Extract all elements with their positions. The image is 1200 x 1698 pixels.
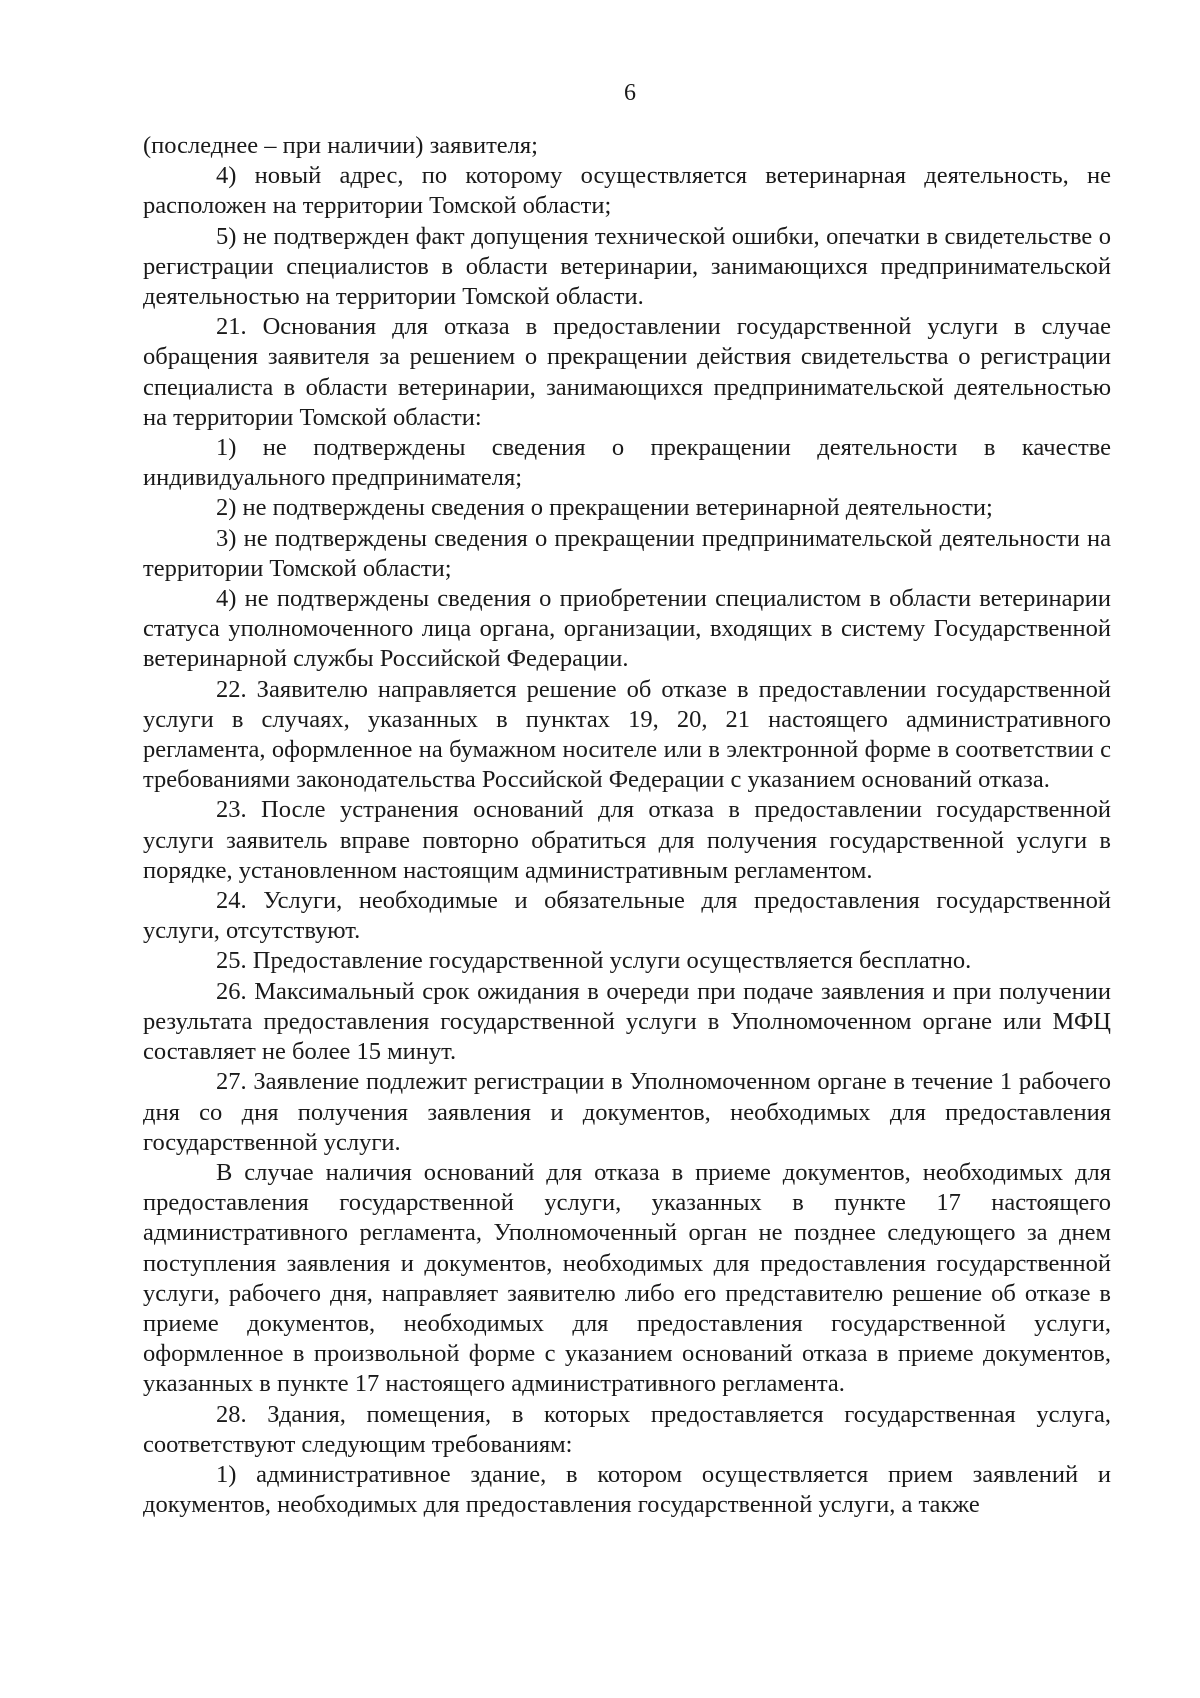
paragraph: 21. Основания для отказа в предоставлении государственной услуги в случае обращения заявителя за решением о прекращении действия свидетельства о регистрации специалиста в области ветеринарии, занимающихся предпринимательской деятельностью на территории Томской области: — [143, 313, 1111, 431]
paragraph: 26. Максимальный срок ожидания в очереди при подаче заявления и при получении результата предоставления государственной услуги в Уполномоченном органе или МФЦ составляет не более 15 минут. — [143, 977, 1111, 1066]
paragraph: 4) не подтверждены сведения о приобретении специалистом в области ветеринарии статуса уполномоченного лица органа, организации, входящих в систему Государственной ветеринарной службы Российской Федерации. — [143, 585, 1111, 673]
paragraph: 23. После устранения оснований для отказа в предоставлении государственной услуги заявитель вправе повторно обратиться для получения государственной услуги в порядке, установленном настоящим административным регламентом. — [143, 796, 1111, 884]
document-body — [143, 131, 1111, 1520]
paragraph: (последнее – при наличии) заявителя; — [143, 132, 538, 159]
paragraph: 2) не подтверждены сведения о прекращении ветеринарной деятельности; — [216, 494, 993, 522]
paragraph: В случае наличия оснований для отказа в приеме документов, необходимых для предоставления государственной услуги, указанных в пункте 17 настоящего административного регламента, Уполномоченный орган не позднее следующего за днем поступления заявления и документов, необходимых для предоставления государственной услуги, рабочего дня, направляет заявителю либо его представителю решение об отказе в приеме документов, необходимых для предоставления государственной услуги, оформленное в произвольной форме с указанием оснований отказа в приеме документов, указанных в пункте 17 настоящего административного регламента. — [143, 1158, 1111, 1398]
paragraph: 5) не подтвержден факт допущения технической ошибки, опечатки в свидетельстве о регистрации специалистов в области ветеринарии, занимающихся предпринимательской деятельностью на территории Томской области. — [143, 222, 1111, 311]
paragraph: 3) не подтверждены сведения о прекращении предпринимательской деятельности на территории Томской области; — [143, 524, 1111, 582]
paragraph: 22. Заявителю направляется решение об отказе в предоставлении государственной услуги в случаях, указанных в пунктах 19, 20, 21 настоящего административного регламента, оформленное на бумажном носителе или в электронной форме в соответствии с требованиями законодательства Российской Федерации с указанием оснований отказа. — [143, 675, 1111, 794]
paragraph: 28. Здания, помещения, в которых предоставляется государственная услуга, соответствуют следующим требованиям: — [143, 1400, 1111, 1458]
paragraph: 1) не подтверждены сведения о прекращении деятельности в качестве индивидуального предпринимателя; — [143, 434, 1111, 492]
paragraph: 25. Предоставление государственной услуги осуществляется бесплатно. — [216, 947, 972, 975]
paragraph: 4) новый адрес, по которому осуществляется ветеринарная деятельность, не расположен на территории Томской области; — [143, 162, 1111, 220]
paragraph: 1) административное здание, в котором осуществляется прием заявлений и документов, необходимых для предоставления государственной услуги, а также — [143, 1460, 1111, 1519]
paragraph: 24. Услуги, необходимые и обязательные для предоставления государственной услуги, отсутствуют. — [143, 887, 1111, 945]
paragraph: 27. Заявление подлежит регистрации в Уполномоченном органе в течение 1 рабочего дня со дня получения заявления и документов, необходимых для предоставления государственной услуги. — [143, 1068, 1111, 1156]
page-number: 6 — [624, 80, 636, 106]
